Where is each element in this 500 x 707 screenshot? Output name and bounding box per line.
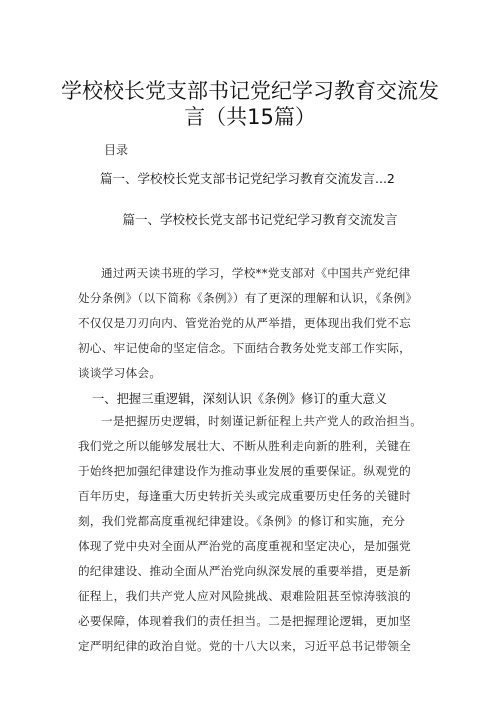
toc-heading: 目录 [104, 143, 129, 157]
paragraph-2-line: 定严明纪律的政治自觉。党的十八大以来，习近平总书记带领全 [78, 639, 412, 653]
paragraph-1-line: 处分条例》（以下简称《条例》）有了更深的理解和认识，《条例》 [78, 291, 418, 305]
document-title-line-1: 学校校长党支部书记党纪学习教育交流发 [61, 79, 439, 103]
paragraph-2-line: 刻，我们党都高度重视纪律建设。《条例》的修订和实施，充分 [78, 514, 406, 528]
paragraph-2-line: 一是把握历史逻辑，时刻谨记新征程上共产党人的政治担当。 [101, 414, 423, 428]
paragraph-2-line: 百年历史，每逢重大历史转折关头或完成重要历史任务的关键时 [78, 489, 412, 503]
document-title-line-2: 言（共15篇） [184, 105, 316, 129]
paragraph-1-line: 谈谈学习体会。 [78, 366, 162, 380]
paragraph-2-line: 的纪律建设、推动全面从严治党向纵深发展的重要举措，更是新 [78, 564, 412, 578]
paragraph-2-line: 于始终把加强纪律建设作为推动事业发展的重要保证。纵观党的 [78, 464, 412, 478]
section-heading-1: 一、把握三重逻辑，深刻认识《条例》修订的重大意义 [92, 392, 388, 406]
paragraph-1-line: 初心、牢记使命的坚定信念。下面结合教务处党支部工作实际， [78, 341, 412, 355]
paragraph-1-line: 不仅仅是刀刃向内、管党治党的从严举措，更体现出我们党不忘 [78, 316, 412, 330]
toc-entry[interactable]: 篇一、学校校长党支部书记党纪学习教育交流发言...2 [100, 171, 395, 186]
paragraph-2-line: 必要保障，体现着我们的责任担当。二是把握理论逻辑，更加坚 [78, 614, 412, 628]
paragraph-2-line: 我们党之所以能够发展壮大、不断从胜利走向新的胜利，关键在 [78, 439, 412, 453]
paragraph-2-line: 体现了党中央对全面从严治党的高度重视和坚定决心，是加强党 [78, 539, 412, 553]
section-title: 篇一、学校校长党支部书记党纪学习教育交流发言 [122, 212, 398, 227]
paragraph-2-line: 征程上，我们共产党人应对风险挑战、艰难险阻甚至惊涛骇浪的 [78, 589, 412, 603]
paragraph-1-line: 通过两天读书班的学习，学校**党支部对《中国共产党纪律 [101, 266, 411, 280]
